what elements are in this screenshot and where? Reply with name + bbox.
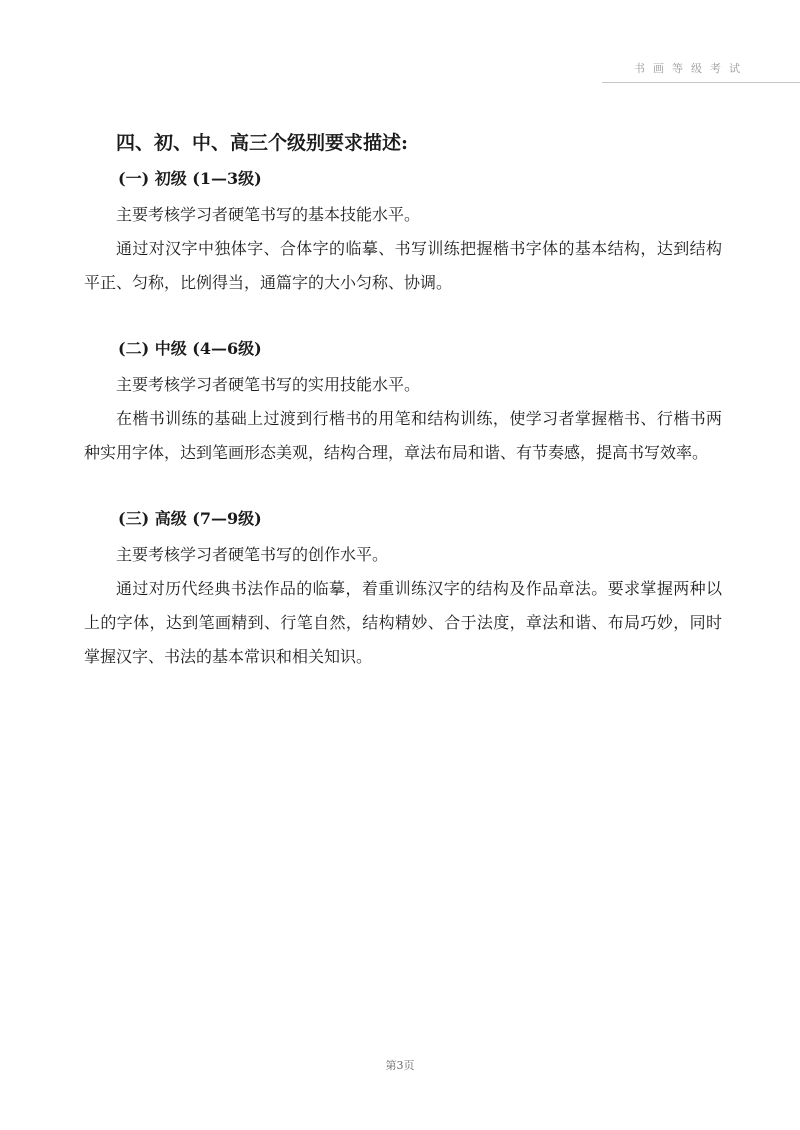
page-number: 第3页 — [385, 1059, 415, 1072]
section-advanced — [84, 504, 722, 674]
section-beginner — [84, 164, 722, 300]
running-header-text: 书画等级考试 — [634, 62, 748, 75]
paragraph: 通过对汉字中独体字、合体字的临摹、书写训练把握楷书字体的基本结构，达到结构平正、匀称，比例得当，通篇字的大小匀称、协调。 — [84, 239, 722, 292]
paragraph: 通过对历代经典书法作品的临摹，着重训练汉字的结构及作品章法。要求掌握两种以上的字体，达到笔画精到、行笔自然，结构精妙、合于法度，章法和谐、布局巧妙，同时掌握汉字、书法的基本常识和相关知识。 — [84, 579, 722, 666]
section-title-advanced: (三) 高级 (7—9级) — [118, 509, 262, 528]
section-intermediate — [84, 334, 722, 470]
main-content — [84, 128, 722, 674]
paragraph: 主要考核学习者硬笔书写的基本技能水平。 — [116, 205, 421, 224]
paragraph: 主要考核学习者硬笔书写的创作水平。 — [116, 545, 389, 564]
paragraph: 在楷书训练的基础上过渡到行楷书的用笔和结构训练，使学习者掌握楷书、行楷书两种实用字体，达到笔画形态美观，结构合理，章法布局和谐、有节奏感，提高书写效率。 — [84, 409, 722, 462]
section-title-intermediate: (二) 中级 (4—6级) — [118, 339, 262, 358]
section-title-beginner: (一) 初级 (1—3级) — [118, 169, 262, 188]
paragraph: 主要考核学习者硬笔书写的实用技能水平。 — [116, 375, 421, 394]
header-rule — [602, 82, 800, 83]
running-header — [602, 58, 800, 88]
section-heading: 四、初、中、高三个级别要求描述: — [116, 132, 409, 154]
